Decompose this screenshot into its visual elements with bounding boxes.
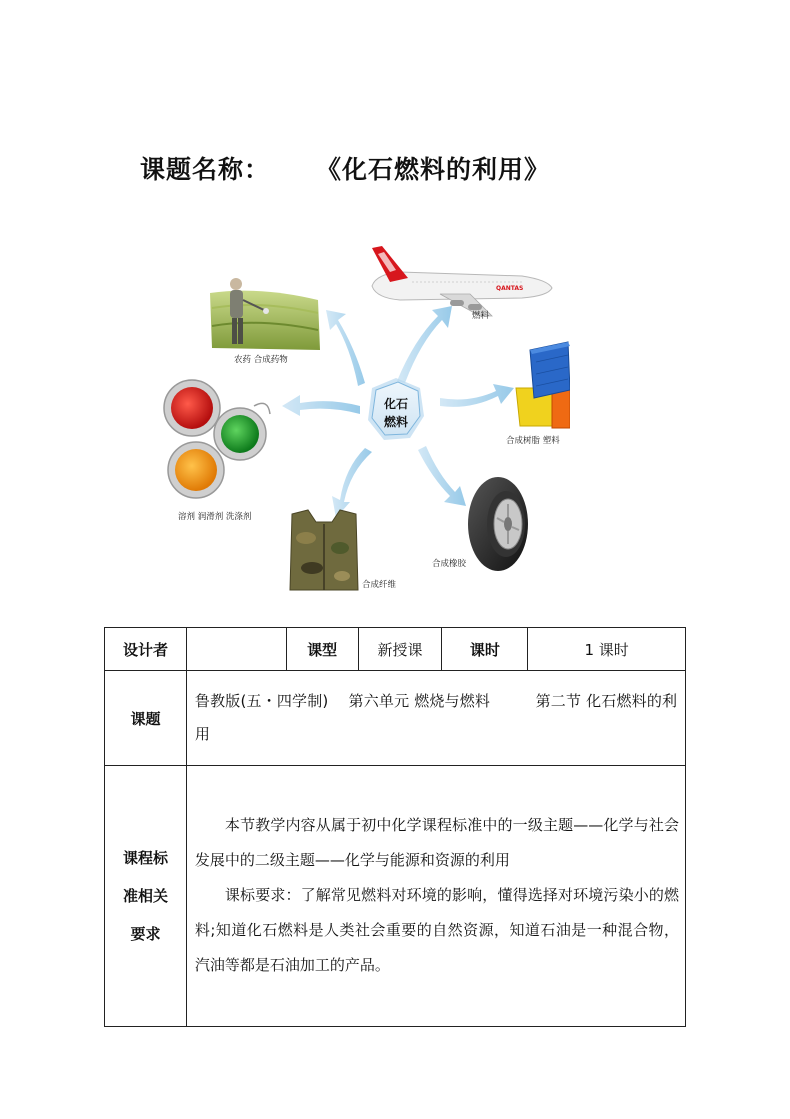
arrow-to-pesticide (326, 310, 365, 386)
center-label-line1: 化石 (383, 397, 409, 411)
caption-plastic: 合成树脂 塑料 (506, 436, 560, 446)
course-type-label: 课型 (286, 628, 358, 671)
camo-vest-illustration (290, 510, 358, 590)
arrow-to-solvent (282, 395, 360, 416)
standard-paragraph-2: 课标要求：了解常见燃料对环境的影响，懂得选择对环境污染小的燃料;知道化石燃料是人类社会重要的自然资源，知道石油是一种混合物，汽油等都是石油加工的产品。 (194, 885, 679, 974)
designer-label: 设计者 (105, 628, 187, 671)
airline-logo-text: QANTAS (496, 285, 524, 292)
document-title (140, 150, 660, 186)
caption-fiber: 合成纤维 (362, 580, 397, 590)
caption-fuel: 燃料 (472, 311, 490, 321)
designer-value (186, 628, 286, 671)
table-row (105, 671, 686, 766)
arrow-to-fuel (397, 306, 452, 383)
caption-pesticide: 农药 合成药物 (234, 355, 288, 365)
tire-illustration (468, 477, 528, 571)
title-label: 课题名称： (140, 155, 271, 184)
title-name: 《化石燃料的利用》 (316, 155, 551, 184)
topic-value: 鲁教版(五・四学制) 第六单元 燃烧与燃料 第二节 化石燃料的利用 (186, 671, 685, 766)
lesson-info-table (104, 627, 686, 1027)
paint-cans-illustration (164, 380, 270, 498)
caption-solvent: 溶剂 润滑剂 洗涤剂 (178, 512, 252, 522)
center-node (368, 378, 424, 440)
hours-label: 课时 (442, 628, 528, 671)
center-label-line2: 燃料 (383, 415, 409, 429)
airplane-illustration (372, 246, 552, 316)
arrow-to-rubber (418, 446, 466, 506)
standard-label (105, 766, 187, 1027)
arrow-to-plastic (440, 384, 514, 407)
course-type-value: 新授课 (358, 628, 442, 671)
standard-paragraph-1: 本节教学内容从属于初中化学课程标准中的一级主题——化学与社会发展中的二级主题——化学与能源和资源的利用 (194, 815, 679, 869)
standard-label-text: 课程标准相关要求 (122, 849, 168, 943)
hours-value: 1 课时 (528, 628, 686, 671)
standard-content (186, 766, 685, 1027)
arrow-to-fiber (332, 448, 372, 518)
caption-rubber: 合成橡胶 (432, 559, 467, 569)
topic-label: 课题 (105, 671, 187, 766)
pesticide-illustration (210, 278, 320, 350)
fossil-fuel-diagram (150, 238, 570, 603)
plastic-crates-illustration (516, 342, 570, 428)
table-row (105, 766, 686, 1027)
table-row (105, 628, 686, 671)
